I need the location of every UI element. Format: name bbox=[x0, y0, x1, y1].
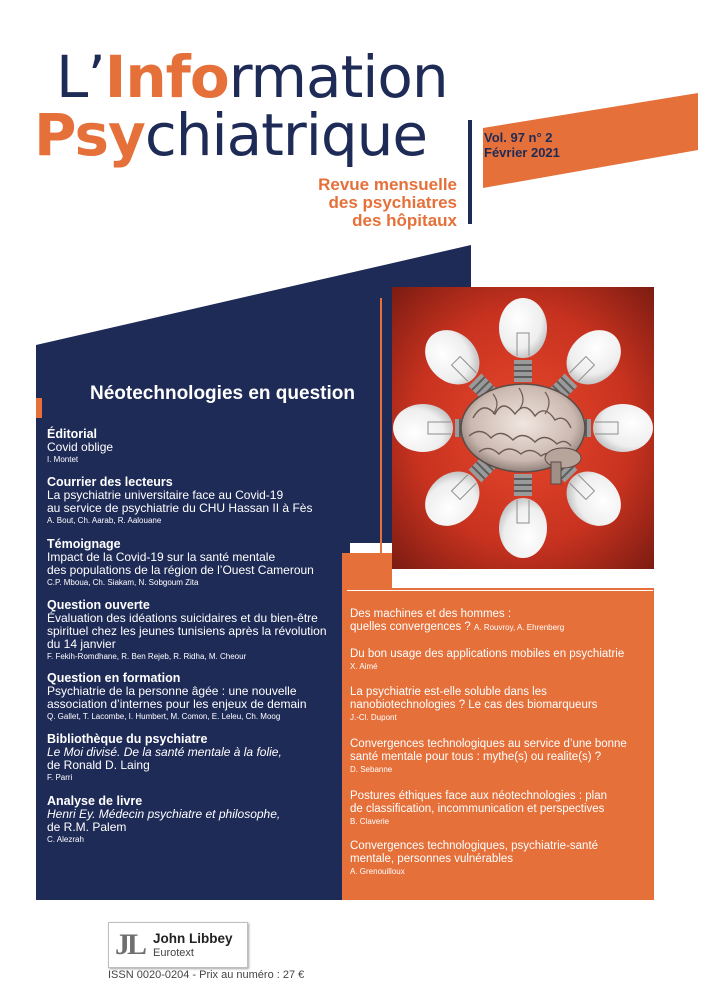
article-category: Analyse de livre bbox=[47, 794, 143, 808]
left-article[interactable] bbox=[47, 671, 347, 722]
article-category: Témoignage bbox=[47, 537, 121, 551]
journal-subtitle bbox=[318, 176, 457, 230]
article-authors: A. Rouvroy, A. Ehrenberg bbox=[474, 623, 565, 632]
left-article[interactable] bbox=[47, 537, 347, 588]
article-authors: F. Parri bbox=[47, 773, 73, 782]
article-category: Éditorial bbox=[47, 427, 98, 441]
article-title: Des machines et des hommes : bbox=[350, 608, 512, 620]
issn-price: ISSN 0020-0204 - Prix au numéro : 27 € bbox=[108, 969, 305, 981]
right-article[interactable] bbox=[350, 840, 645, 877]
left-article[interactable] bbox=[47, 794, 347, 845]
title-segment: Info bbox=[104, 43, 229, 111]
article-title: Henri Ey. Médecin psychiatre et philosophe, bbox=[47, 807, 281, 821]
subtitle-line: Revue mensuelle bbox=[318, 175, 457, 194]
subtitle-line: des hôpitaux bbox=[352, 211, 457, 230]
article-title: Psychiatrie de la personne âgée : une nouvelle bbox=[47, 684, 297, 698]
title-segment: Psy bbox=[34, 101, 145, 169]
article-authors: F. Fekih-Romdhane, R. Ben Rejeb, R. Ridha, M. Cheour bbox=[47, 652, 247, 661]
title-segment: chiatrique bbox=[144, 101, 428, 169]
article-category: Question ouverte bbox=[47, 598, 150, 612]
article-title: association d’internes pour les enjeux de demain bbox=[47, 697, 307, 711]
article-title: au service de psychiatrie du CHU Hassan II à Fès bbox=[47, 501, 313, 515]
article-title: des populations de la région de l’Ouest Cameroun bbox=[47, 563, 314, 577]
journal-title-line1 bbox=[56, 43, 448, 111]
article-authors: A. Bout, Ch. Aarab, R. Aalouane bbox=[47, 516, 162, 525]
orange-panel-upper bbox=[342, 553, 392, 588]
article-title: de R.M. Palem bbox=[47, 820, 127, 834]
article-title bbox=[350, 621, 645, 634]
article-title: Postures éthiques face aux néotechnologies : plan bbox=[350, 790, 608, 802]
article-authors: D. Sebanne bbox=[350, 765, 393, 774]
article-authors: I. Montet bbox=[47, 455, 79, 464]
article-title: de classification, incommunication et perspectives bbox=[350, 803, 605, 815]
article-title: nanobiotechnologies ? Le cas des biomarqueurs bbox=[350, 699, 598, 711]
publisher-mark: JL bbox=[115, 928, 145, 961]
article-authors: C.P. Mboua, Ch. Siakam, N. Sobgoum Zita bbox=[47, 578, 199, 587]
article-title: santé mentale pour tous : mythe(s) ou realite(s) ? bbox=[350, 751, 602, 763]
article-title: Le Moi divisé. De la santé mentale à la folie, bbox=[47, 745, 282, 759]
orange-line bbox=[380, 298, 382, 588]
orange-panel-divider bbox=[347, 590, 653, 591]
right-article[interactable] bbox=[350, 738, 645, 775]
section-heading-tab bbox=[36, 398, 42, 418]
article-title-text: quelles convergences ? bbox=[350, 621, 471, 633]
article-authors: Q. Gallet, T. Lacombe, I. Humbert, M. Comon, E. Leleu, Ch. Moog bbox=[47, 712, 281, 721]
right-article[interactable] bbox=[350, 648, 645, 672]
right-article[interactable] bbox=[350, 608, 645, 634]
article-title: Covid oblige bbox=[47, 440, 114, 454]
article-category: Bibliothèque du psychiatre bbox=[47, 732, 208, 746]
publisher-logo bbox=[108, 922, 248, 968]
article-authors: X. Aimé bbox=[350, 662, 378, 671]
article-title: La psychiatrie est-elle soluble dans les bbox=[350, 686, 547, 698]
cover-illustration bbox=[392, 287, 654, 569]
article-title: Convergences technologiques au service d’une bonne bbox=[350, 738, 627, 750]
article-authors: B. Claverie bbox=[350, 817, 390, 826]
publisher-name: John Libbey bbox=[153, 931, 233, 946]
article-category: Question en formation bbox=[47, 671, 181, 685]
issue-info bbox=[484, 130, 560, 160]
right-article[interactable] bbox=[350, 686, 645, 723]
article-authors: J.-Cl. Dupont bbox=[350, 713, 397, 722]
article-title: du 14 janvier bbox=[47, 637, 116, 651]
publisher-subname: Eurotext bbox=[153, 947, 194, 959]
journal-title-line2 bbox=[34, 101, 428, 169]
title-divider-bar bbox=[468, 120, 472, 224]
left-article[interactable] bbox=[47, 475, 347, 526]
article-title: spirituel chez les jeunes tunisiens après la révolution bbox=[47, 624, 327, 638]
brain-lightbulbs-icon bbox=[392, 287, 654, 569]
article-title: La psychiatrie universitaire face au Covid-19 bbox=[47, 488, 284, 502]
article-title: Du bon usage des applications mobiles en psychiatrie bbox=[350, 648, 625, 660]
article-title: mentale, personnes vulnérables bbox=[350, 853, 514, 865]
subtitle-line: des psychiatres bbox=[328, 193, 457, 212]
section-heading: Néotechnologies en question bbox=[90, 383, 355, 404]
issue-date: Février 2021 bbox=[484, 145, 560, 160]
left-article[interactable] bbox=[47, 427, 347, 465]
title-segment: rmation bbox=[228, 43, 448, 111]
article-authors: C. Alezrah bbox=[47, 835, 84, 844]
left-article[interactable] bbox=[47, 598, 347, 662]
issue-volume: Vol. 97 n° 2 bbox=[484, 130, 553, 145]
article-authors: A. Grenouilloux bbox=[350, 867, 405, 876]
article-category: Courrier des lecteurs bbox=[47, 475, 173, 489]
article-title: Convergences technologiques, psychiatrie-santé bbox=[350, 840, 599, 852]
title-segment: L’ bbox=[56, 43, 105, 111]
article-title: Évaluation des idéations suicidaires et du bien-être bbox=[47, 611, 318, 625]
right-article[interactable] bbox=[350, 790, 645, 827]
left-article[interactable] bbox=[47, 732, 347, 783]
article-title: Impact de la Covid-19 sur la santé mentale bbox=[47, 550, 276, 564]
article-title: de Ronald D. Laing bbox=[47, 758, 150, 772]
